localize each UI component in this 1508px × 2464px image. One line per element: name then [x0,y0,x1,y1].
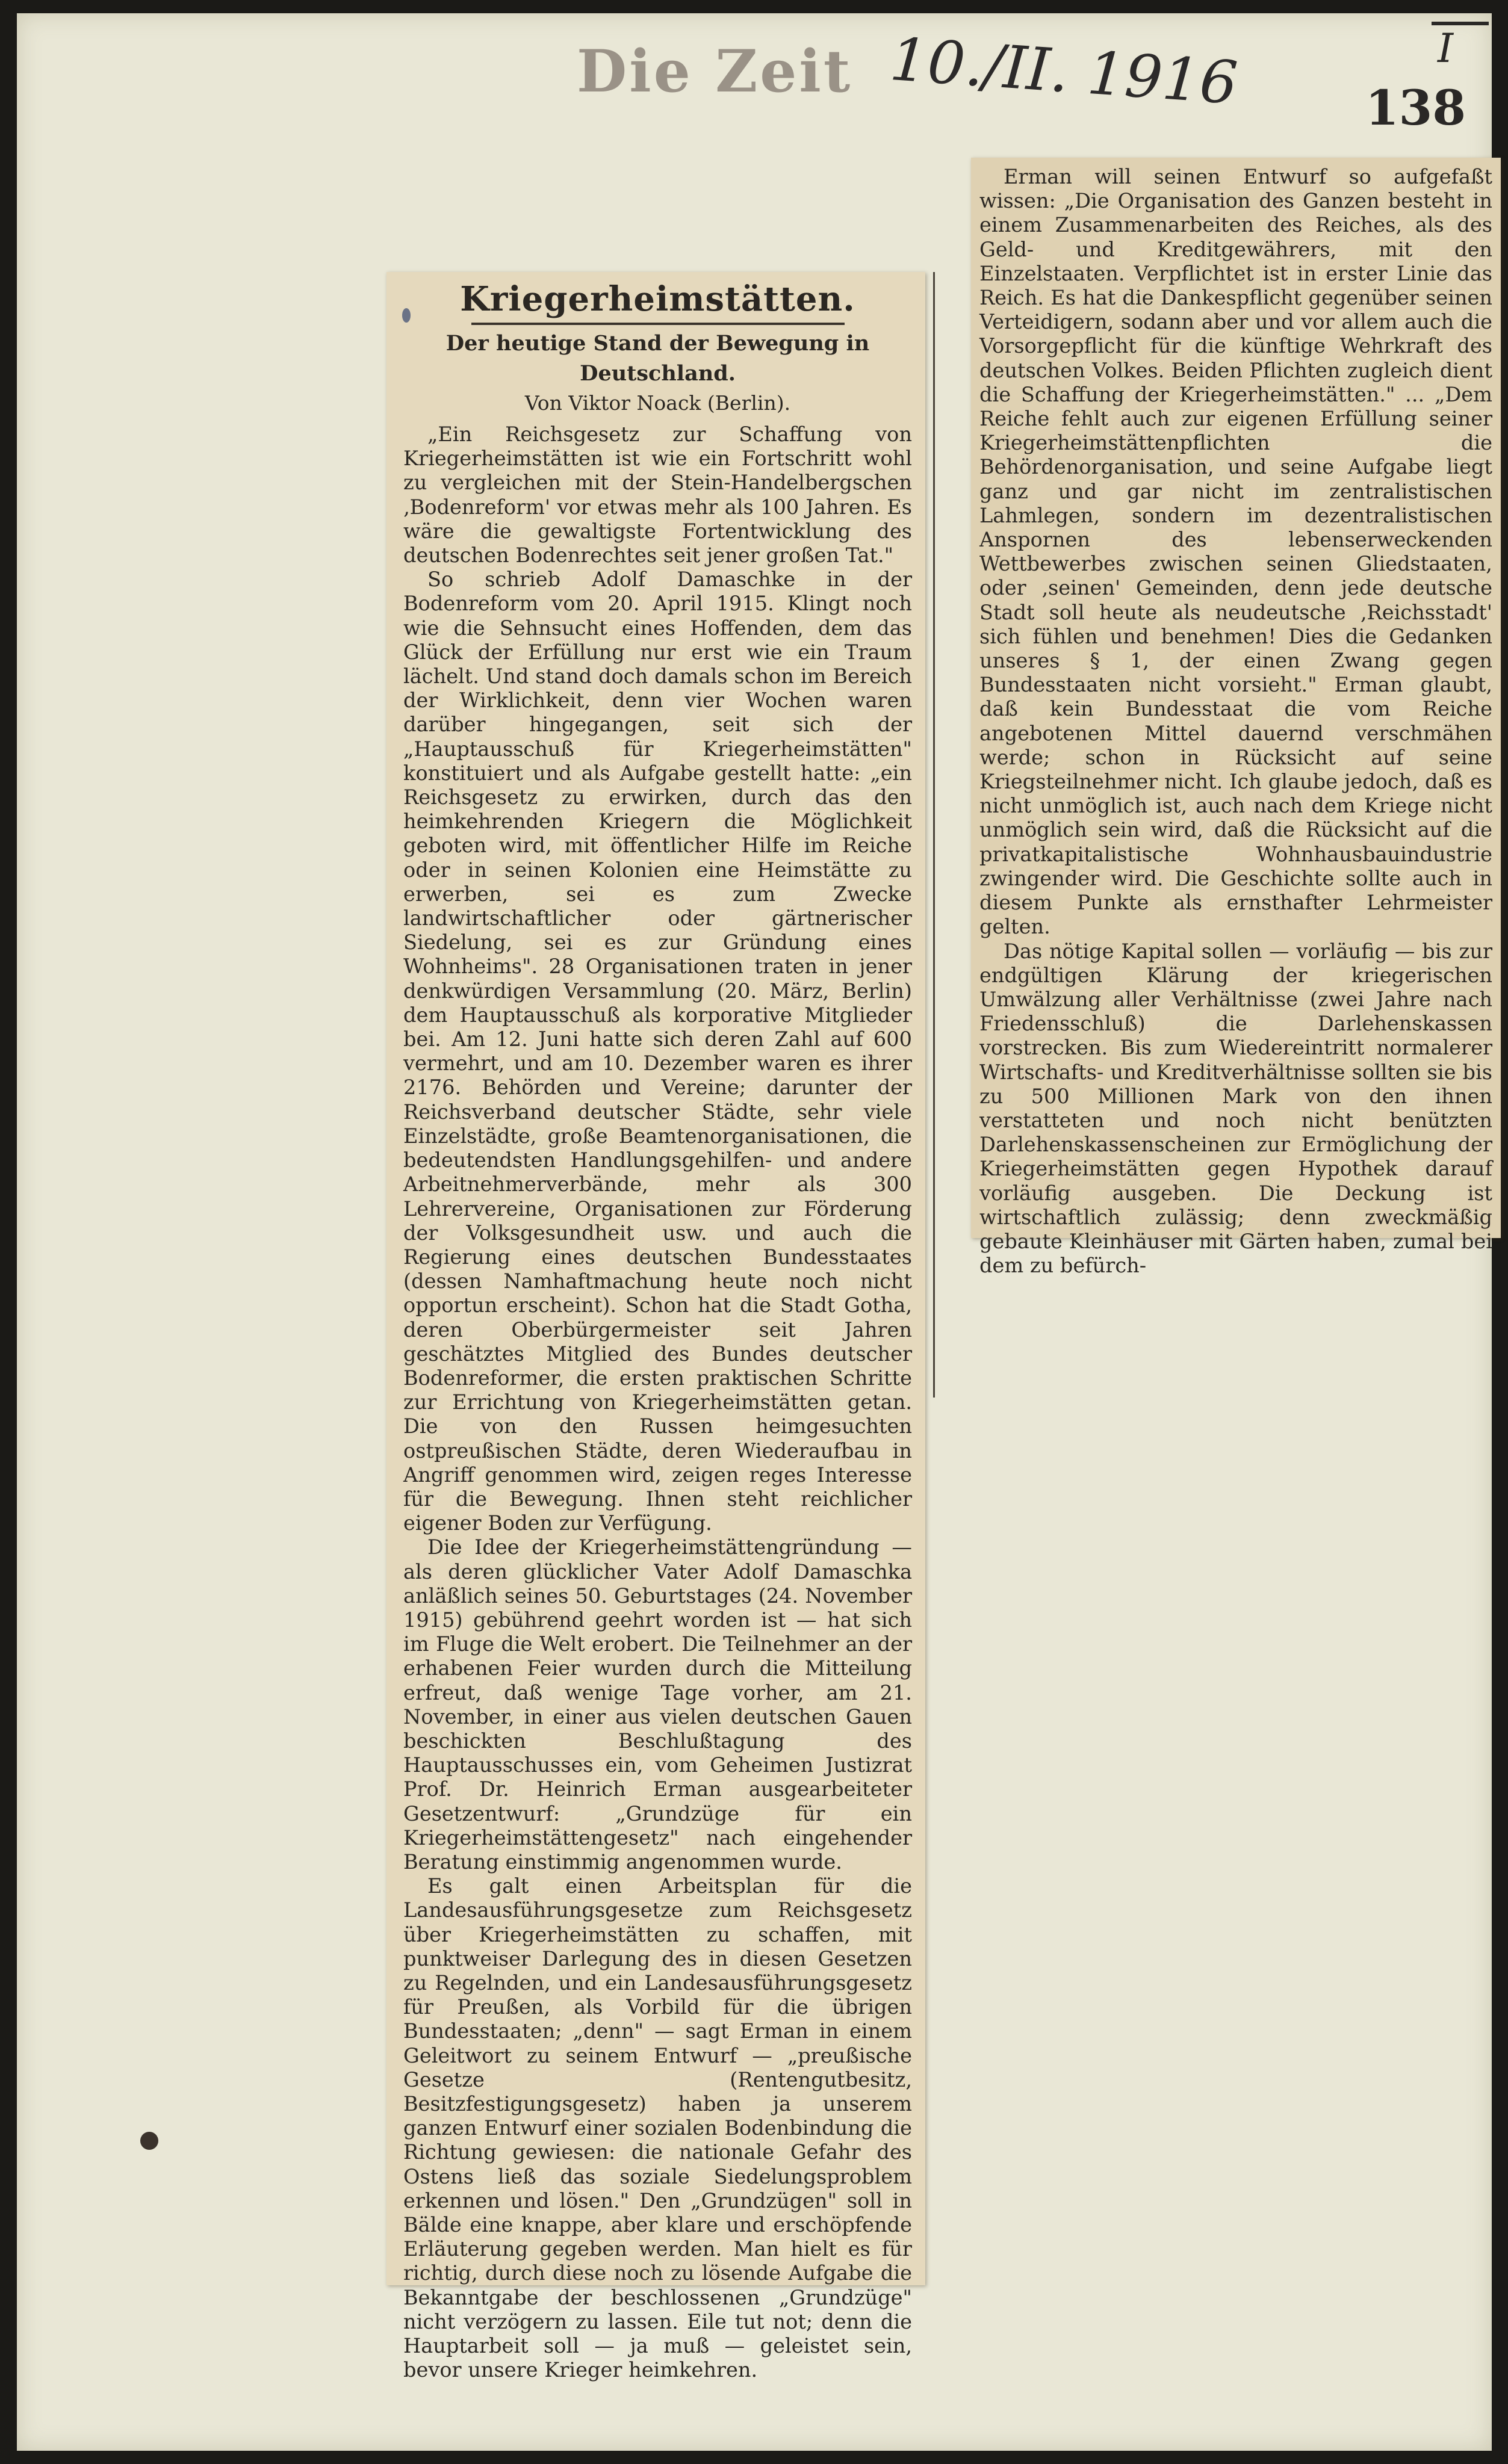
headline-rule [471,323,845,325]
article-paragraph: Erman will seinen Entwurf so aufgefaßt wissen: „Die Organisation des Ganzen besteht in einem Zusammenarbeiten des Reiches, als des Geld- und Kreditgewährers, mit den Einzelstaaten. Verpflichtet ist in erster Linie das Reich. Es hat die Dankespflicht gegenüber seinen Verteidigern, sodann aber und vor allem auch die Vorsorgepflicht für die künftige Wehrkraft des deutschen Volkes. Beiden Pflichten zugleich dient die Schaffung der Kriegerheimstätten." ... „Dem Reiche fehlt auch zur eigenen Erfüllung seiner Kriegerheimstättenpflichten die Behördenorganisation, und seine Aufgabe liegt ganz und gar nicht im zentralistischen Lahmlegen, sondern im dezentralistischen Anspornen des lebenserweckenden Wettbewerbes zwischen seinen Gliedstaaten, oder ‚seinen' Gemeinden, denn jede deutsche Stadt soll heute als neudeutsche ‚Reichsstadt' sich fühlen und benehmen! Dies die Gedanken unseres § 1, der einen Zwang gegen Bundesstaaten nicht vorsieht." Erman glaubt, daß kein Bundesstaat die vom Reiche angebotenen Mittel dauernd verschmähen werde; schon in Rücksicht auf seine Kriegsteilnehmer nicht. Ich glaube jedoch, daß es nicht unmöglich ist, auch nach dem Kriege nicht unmöglich sein wird, daß die Rücksicht auf die privatkapitalistische Wohnhausbauindustrie zwingender wird. Die Geschichte sollte auch in diesem Punkte als ernsthafter Lehrmeister gelten. [979,165,1492,939]
roman-mark-text: I [1438,25,1454,72]
newspaper-clipping-right [971,158,1501,1278]
newspaper-masthead: Die Zeit [577,37,853,105]
article-paragraph: „Ein Reichsgesetz zur Schaffung von Kriegerheimstätten ist wie ein Fortschritt wohl zu vergleichen mit der Stein-Handelbergschen ‚Bodenreform' vor etwas mehr als 100 Jahren. Es wäre die gewaltigste Fortentwicklung des deutschen Bodenrechtes seit jener großen Tat." [403,423,912,568]
article-paragraph: So schrieb Adolf Damaschke in der Bodenreform vom 20. April 1915. Klingt noch wie die Sehnsucht eines Hoffenden, dem das Glück der Erfüllung nur erst wie ein Traum lächelt. Und stand doch damals schon im Bereich der Wirklichkeit, denn vier Wochen waren darüber hingegangen, seit sich der „Hauptausschuß für Kriegerheimstätten" konstituiert und als Aufgabe gestellt hatte: „ein Reichsgesetz zu erwirken, durch das den heimkehrenden Kriegern die Möglichkeit geboten wird, mit öffentlicher Hilfe im Reiche oder in seinen Kolonien eine Heimstätte zu erwerben, sei es zum Zwecke landwirtschaftlicher oder gärtnerischer Siedelung, sei es zur Gründung eines Wohnheims". 28 Organisationen traten in jener denkwürdigen Versammlung (20. März, Berlin) dem Hauptausschuß als korporative Mitglieder bei. Am 12. Juni hatte sich deren Zahl auf 600 vermehrt, und am 10. Dezember waren es ihrer 2176. Behörden und Vereine; darunter der Reichsverband deutscher Städte, sehr viele Einzelstädte, große Beamtenorganisationen, die bedeutendsten Handlungsgehilfen- und andere Arbeitnehmerverbände, mehr als 300 Lehrervereine, Organisationen zur Förderung der Volksgesundheit usw. und auch die Regierung eines deutschen Bundesstaates (dessen Namhaftmachung heute noch nicht opportun erscheint). Schon hat die Stadt Gotha, deren Oberbürgermeister seit Jahren geschätztes Mitglied des Bundes deutscher Bodenreformer, die ersten praktischen Schritte zur Errichtung von Kriegerheimstätten getan. Die von den Russen heimgesuchten ostpreußischen Städte, deren Wiederaufbau in Angriff genommen wird, zeigen reges Interesse für die Bewegung. Ihnen steht reichlicher eigener Boden zur Verfügung. [403,568,912,1535]
page-number: 138 [1365,79,1466,136]
article-headline: Kriegerheimstätten. [460,279,855,319]
article-subheadline: Der heutige Stand der Bewegung in Deutschland. [445,331,870,386]
newspaper-clipping-left [386,272,925,2382]
article-paragraph: Das nötige Kapital sollen — vorläufig — bis zur endgültigen Klärung der kriegerischen Umwälzung aller Verhältnisse (zwei Jahre nach Friedensschluß) die Darlehenskassen vorstrecken. Bis zum Wiedereintritt normalerer Wirtschafts- und Kreditverhältnisse sollten sie bis zu 500 Millionen Mark von den ihnen verstatteten und noch nicht benützten Darlehenskassenscheinen zur Ermöglichung der Kriegerheimstätten gegen Hypothek darauf vorläufig ausgeben. Die Deckung ist wirtschaftlich zulässig; denn zweckmäßig gebaute Kleinhäuser mit Gärten haben, zumal bei dem zu befürch- [979,939,1492,1278]
ink-spot [140,2132,158,2150]
article-paragraph: Die Idee der Kriegerheimstättengründung — als deren glücklicher Vater Adolf Damaschka anläßlich seines 50. Geburtstages (24. November 1915) gebührend geehrt worden ist — hat sich im Fluge die Welt erobert. Die Teilnehmer an der erhabenen Feier wurden durch die Mitteilung erfreut, daß wenige Tage vorher, am 21. November, in einer aus vielen deutschen Gauen beschickten Beschlußtagung des Hauptausschusses ein, vom Geheimen Justizrat Prof. Dr. Heinrich Erman ausgearbeiteter Gesetzentwurf: „Grundzüge für ein Kriegerheimstättengesetz" nach eingehender Beratung einstimmig angenommen wurde. [403,1535,912,1874]
column-divider [933,272,935,1398]
roman-numeral-mark [1438,25,1489,72]
archive-sheet [17,13,1492,2451]
ink-spot [402,308,411,323]
article-byline: Von Viktor Noack (Berlin). [524,391,791,415]
article-paragraph: Es galt einen Arbeitsplan für die Landesausführungsgesetze zum Reichsgesetz über Kriegerheimstätten zu schaffen, mit punktweiser Darlegung des in diesen Gesetzen zu Regelnden, und ein Landesausführungsgesetz für Preußen, als Vorbild für die übrigen Bundesstaaten; „denn" — sagt Erman in einem Geleitwort zu seinem Entwurf — „preußische Gesetze (Rentengutbesitz, Besitzfestigungsgesetz) haben ja unserem ganzen Entwurf einer sozialen Bodenbindung die Richtung gewiesen: die nationale Gefahr des Ostens ließ das soziale Siedelungsproblem erkennen und lösen." Den „Grundzügen" soll in Bälde eine knappe, aber klare und erschöpfende Erläuterung gegeben werden. Man hielt es für richtig, durch diese noch zu lösende Aufgabe die Bekanntgabe der beschlossenen „Grundzüge" nicht verzögern zu lassen. Eile tut not; denn die Hauptarbeit soll — ja muß — geleistet sein, bevor unsere Krieger heimkehren. [403,1874,912,2382]
handwritten-date: 10./II. 1916 [887,25,1240,119]
